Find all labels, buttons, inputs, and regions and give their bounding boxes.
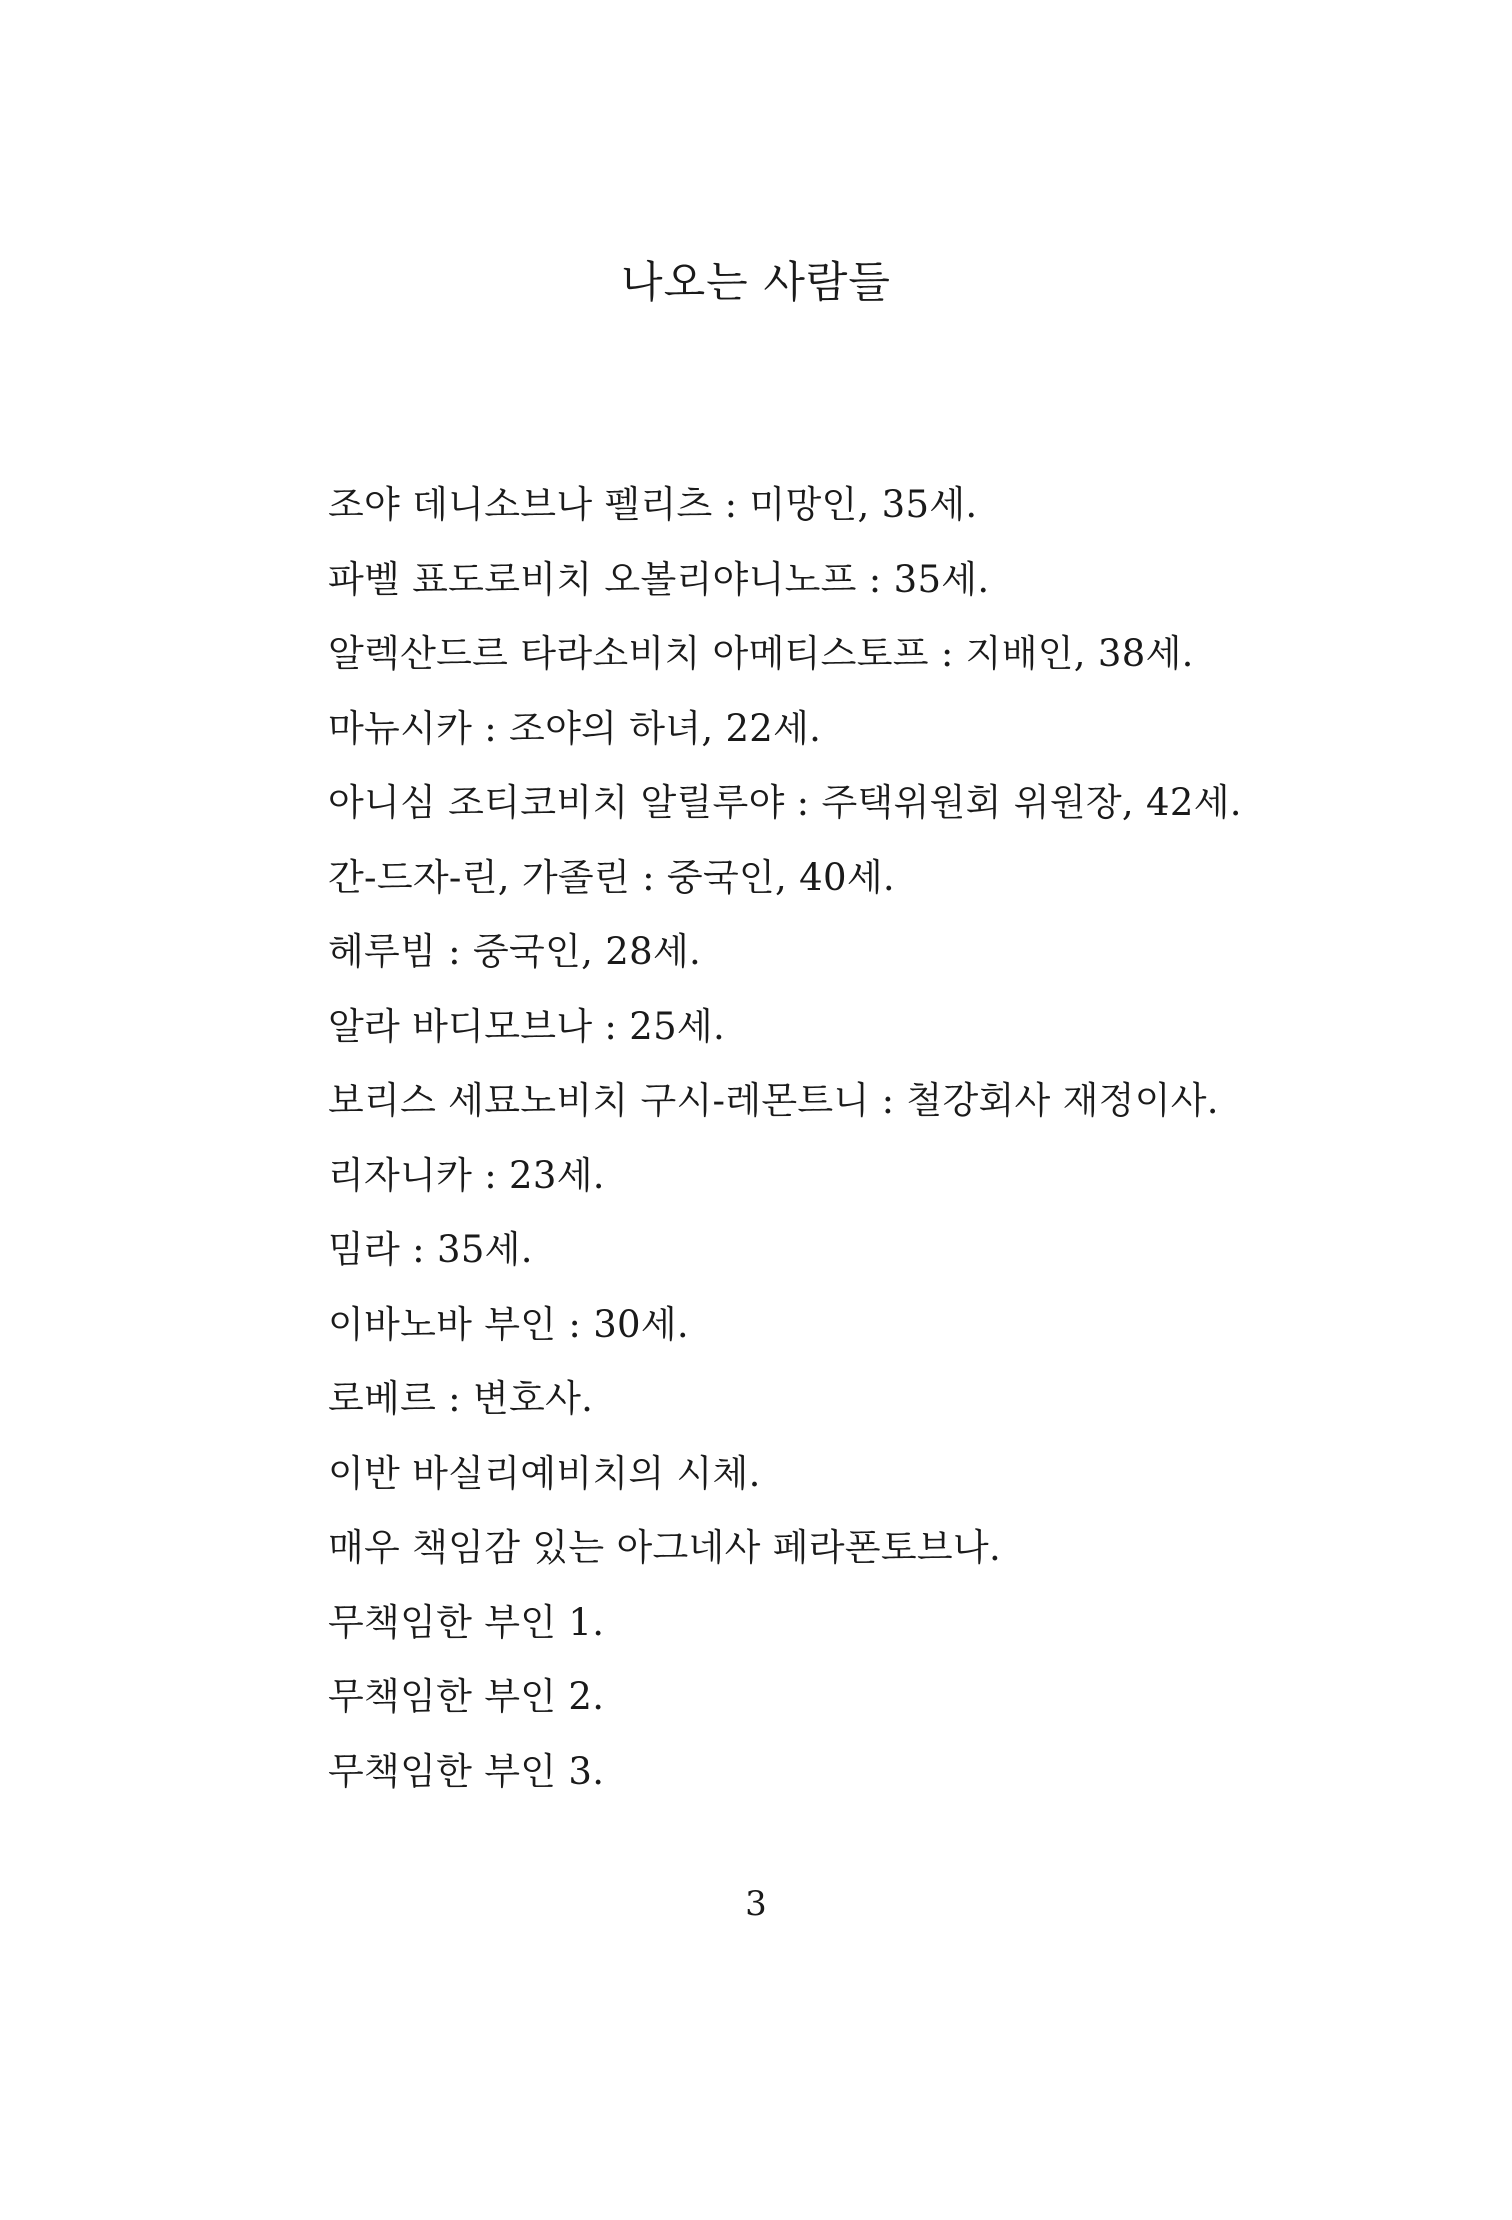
page-number: 3 — [745, 1884, 767, 1924]
character-entry: 보리스 세묘노비치 구시-레몬트니 : 철강회사 재정이사. — [328, 1079, 1219, 1122]
character-entry: 무책임한 부인 3. — [328, 1749, 605, 1793]
page-title: 나오는 사람들 — [621, 258, 891, 308]
character-entry: 마뉴시카 : 조야의 하녀, 22세. — [328, 706, 822, 750]
character-entry: 로베르 : 변호사. — [328, 1377, 594, 1420]
character-entry: 간-드자-린, 가졸린 : 중국인, 40세. — [328, 855, 895, 899]
character-entry: 밈라 : 35세. — [328, 1228, 533, 1271]
character-entry: 매우 책임감 있는 아그네사 페라폰토브나. — [328, 1526, 1002, 1569]
character-entry: 아니심 조티코비치 알릴루야 : 주택위원회 위원장, 42세. — [328, 781, 1242, 824]
character-entry: 파벨 표도로비치 오볼리야니노프 : 35세. — [328, 557, 990, 601]
character-entry: 무책임한 부인 2. — [328, 1675, 605, 1718]
character-entry: 조야 데니소브나 펠리츠 : 미망인, 35세. — [328, 483, 978, 526]
character-entry: 알렉산드르 타라소비치 아메티스토프 : 지배인, 38세. — [328, 632, 1194, 675]
character-entry: 헤루빔 : 중국인, 28세. — [328, 930, 702, 973]
character-entry: 이반 바실리예비치의 시체. — [328, 1451, 761, 1495]
character-list — [328, 480, 1328, 1821]
character-entry: 무책임한 부인 1. — [328, 1600, 605, 1644]
character-entry: 이바노바 부인 : 30세. — [328, 1302, 689, 1346]
character-entry: 알라 바디모브나 : 25세. — [328, 1004, 726, 1048]
character-entry: 리자니카 : 23세. — [328, 1153, 605, 1197]
